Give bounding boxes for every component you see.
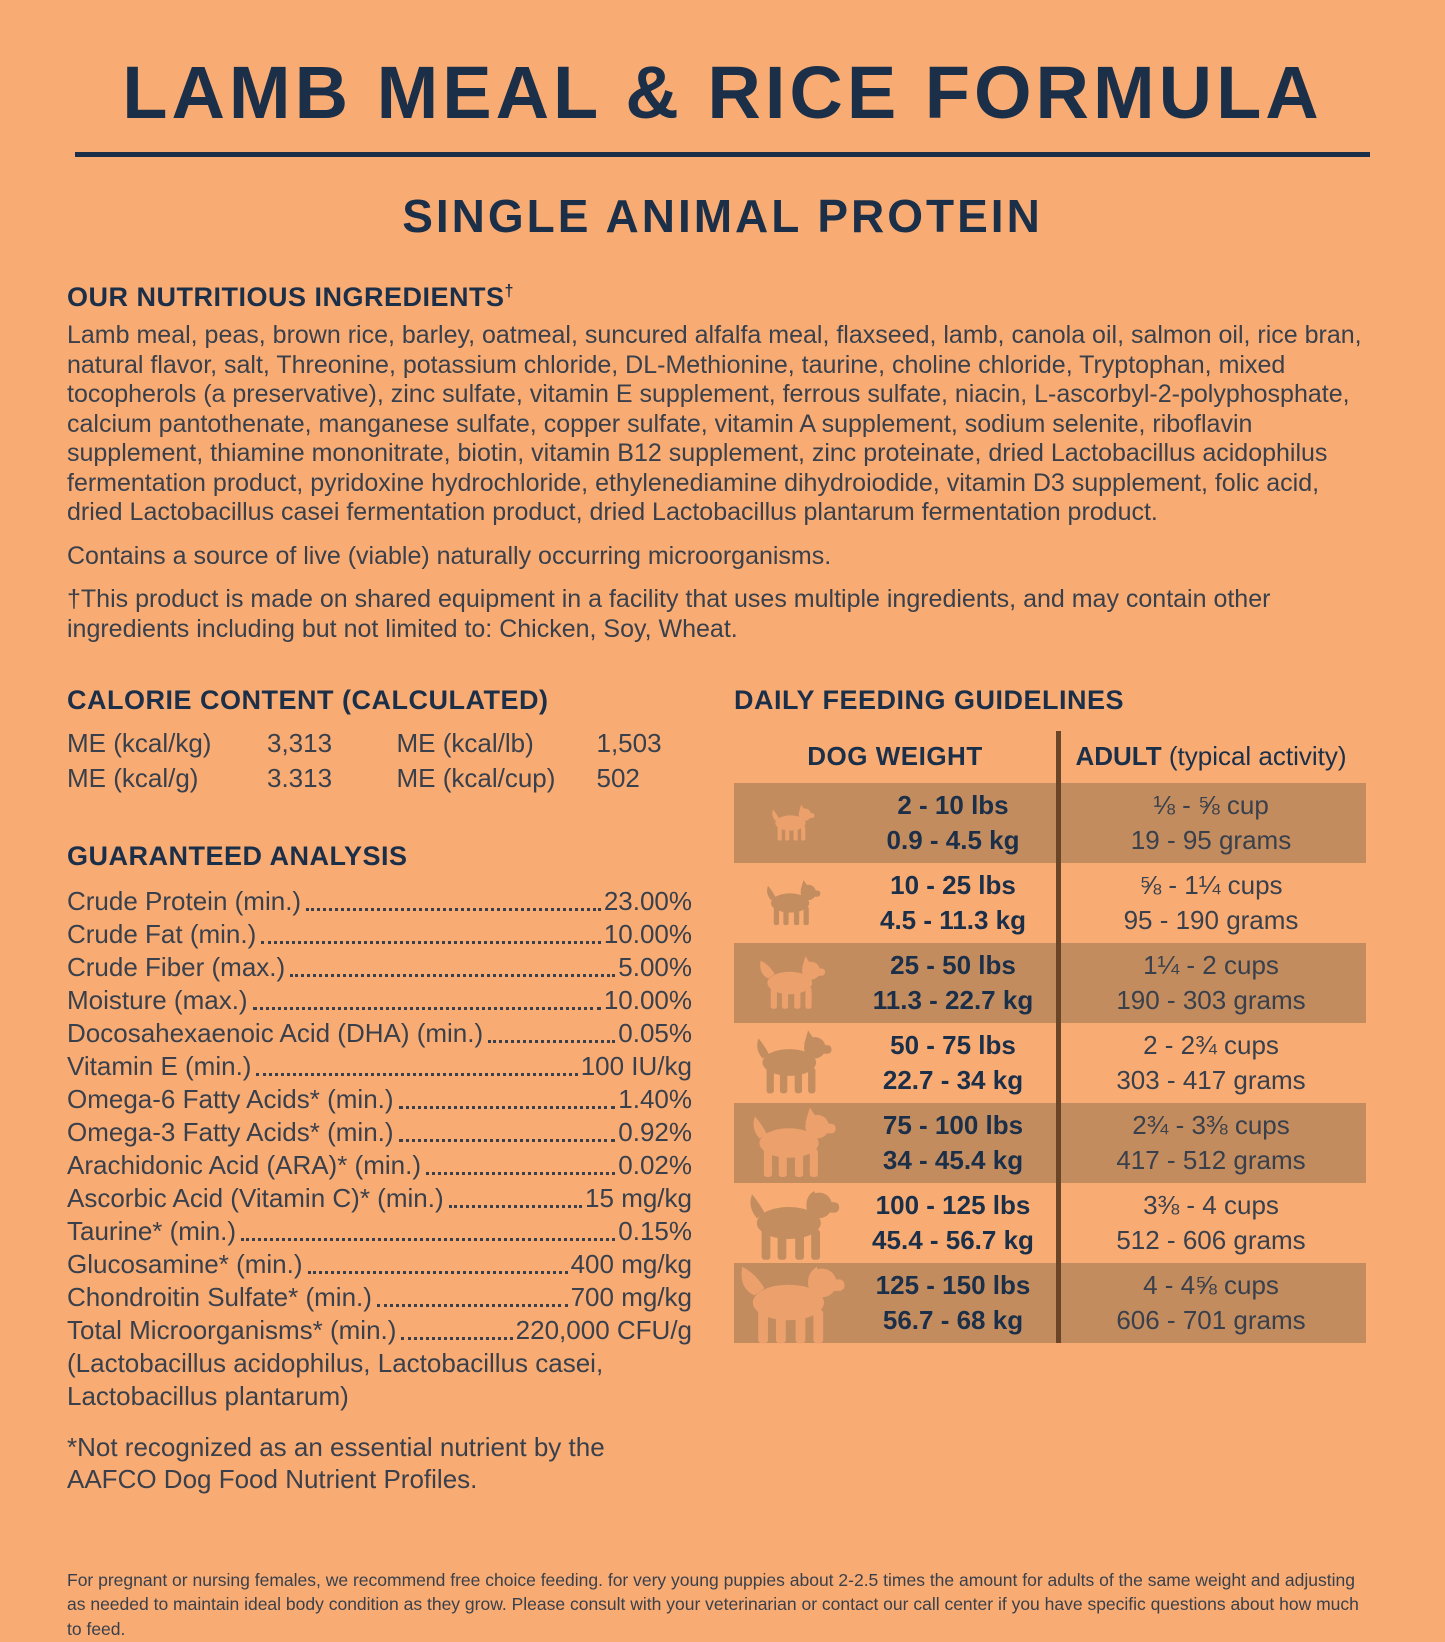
dog-weight-text xyxy=(850,1268,1056,1337)
dog-weight-lbs: 100 - 125 lbs xyxy=(875,1190,1031,1221)
ga-dotted-leader xyxy=(399,1139,616,1142)
ga-dotted-leader xyxy=(308,1271,568,1274)
dog-weight-text xyxy=(850,1188,1056,1257)
ga-row-label: Chondroitin Sulfate* (min.) xyxy=(67,1281,372,1312)
calorie-grid xyxy=(67,727,692,797)
serving-cups: ⅝ - 1¼ cups xyxy=(1139,870,1283,901)
adult-header-rest: (typical activity) xyxy=(1161,741,1347,772)
ga-row xyxy=(67,1215,692,1248)
calorie-entry-value: 502 xyxy=(596,763,640,794)
dog-weight-lbs: 50 - 75 lbs xyxy=(890,1030,1016,1061)
serving-cell xyxy=(1056,1028,1366,1097)
dog-weight-cell xyxy=(734,1103,1056,1183)
serving-cups: 4 - 4⅝ cups xyxy=(1143,1270,1279,1301)
ingredients-heading xyxy=(67,281,1378,313)
feeding-row xyxy=(734,1023,1366,1103)
ga-row-label: Taurine* (min.) xyxy=(67,1215,237,1246)
dog-weight-lbs: 25 - 50 lbs xyxy=(890,950,1016,981)
feeding-row xyxy=(734,1103,1366,1183)
serving-grams: 303 - 417 grams xyxy=(1116,1064,1306,1095)
ga-row-label: Lactobacillus plantarum) xyxy=(67,1380,349,1411)
ga-dotted-leader xyxy=(488,1040,615,1043)
calorie-entry-value: 1,503 xyxy=(596,727,662,758)
ga-row xyxy=(67,1116,692,1149)
dog-icon-chihuahua xyxy=(734,804,850,842)
calorie-entry xyxy=(397,762,693,796)
ga-dotted-leader xyxy=(377,1304,568,1307)
serving-cups: 1¼ - 2 cups xyxy=(1143,950,1279,981)
page-title: LAMB MEAL & RICE FORMULA xyxy=(122,51,1323,134)
calorie-entry-value: 3.313 xyxy=(267,763,333,794)
serving-cell xyxy=(1056,1268,1366,1337)
column-divider xyxy=(1056,731,1061,1343)
ga-row-label: Omega-6 Fatty Acids* (min.) xyxy=(67,1083,394,1114)
ingredients-list-text: Lamb meal, peas, brown rice, barley, oatmeal, suncured alfalfa meal, flaxseed, lamb, canola oil, salmon oil, rice bran, natural flavor, salt, Threonine, potassium chloride, DL-Methionine, taurine, choline chloride, Tryptophan, mixed tocopherols (a preservative), zinc sulfate, vitamin E supplement, ferrous sulfate, niacin, L-ascorbyl-2-polyphosphate, calcium pantothenate, manganese sulfate, copper sulfate, vitamin A supplement, sodium selenite, riboflavin supplement, thiamine mononitrate, biotin, vitamin B12 supplement, zinc proteinate, dried Lactobacillus acidophilus fermentation product, pyridoxine hydrochloride, ethylenediamine dihydroiodide, vitamin D3 supplement, folic acid, dried Lactobacillus casei fermentation product, dried Lactobacillus plantarum fermentation product. xyxy=(67,321,1362,527)
dog-weight-text xyxy=(850,1028,1056,1097)
feeding-table-header xyxy=(734,731,1366,783)
ga-dotted-leader xyxy=(426,1172,615,1175)
dog-weight-cell xyxy=(734,1183,1056,1263)
calorie-entry-value: 3,313 xyxy=(267,727,333,758)
feeding-row xyxy=(734,863,1366,943)
serving-grams: 606 - 701 grams xyxy=(1116,1304,1306,1335)
dog-weight-lbs: 125 - 150 lbs xyxy=(875,1270,1031,1301)
adult-column-header xyxy=(1056,741,1366,772)
serving-cell xyxy=(1056,788,1366,857)
dog-weight-lbs: 2 - 10 lbs xyxy=(897,790,1009,821)
dog-weight-column-header: DOG WEIGHT xyxy=(807,741,983,772)
dog-weight-text xyxy=(850,868,1056,937)
ga-row xyxy=(67,984,692,1017)
ga-row-label: Omega-3 Fatty Acids* (min.) xyxy=(67,1116,394,1147)
ga-dotted-leader xyxy=(306,908,601,911)
dog-icon-pit-bull xyxy=(734,1029,850,1096)
two-column-area xyxy=(67,684,1378,1521)
ga-row-value: 100 IU/kg xyxy=(580,1050,692,1081)
page-subtitle: SINGLE ANIMAL PROTEIN xyxy=(402,189,1043,242)
dog-weight-kg: 45.4 - 56.7 kg xyxy=(872,1224,1034,1255)
ga-row xyxy=(67,885,692,918)
ga-dotted-leader xyxy=(253,1007,601,1010)
dog-weight-lbs: 10 - 25 lbs xyxy=(890,870,1016,901)
ga-row-label: Vitamin E (min.) xyxy=(67,1050,252,1081)
feeding-row xyxy=(734,1263,1366,1343)
feeding-guidelines-table xyxy=(734,731,1366,1343)
dog-weight-kg: 4.5 - 11.3 kg xyxy=(880,904,1026,935)
calorie-entry xyxy=(67,727,363,761)
ga-row xyxy=(67,1149,692,1182)
calorie-entry-label: ME (kcal/g) xyxy=(67,763,199,794)
dog-weight-text xyxy=(850,788,1056,857)
ga-row-value: 0.15% xyxy=(618,1215,692,1246)
calorie-entry xyxy=(397,727,693,761)
ga-row-label: Arachidonic Acid (ARA)* (min.) xyxy=(67,1149,421,1180)
ga-row-value: 10.00% xyxy=(603,984,692,1015)
calorie-entry-label: ME (kcal/lb) xyxy=(396,727,534,758)
serving-cups: 3⅜ - 4 cups xyxy=(1143,1190,1279,1221)
ga-row xyxy=(67,1017,692,1050)
dog-weight-lbs: 75 - 100 lbs xyxy=(882,1110,1024,1141)
guaranteed-analysis-heading: GUARANTEED ANALYSIS xyxy=(67,841,408,872)
ga-dotted-leader xyxy=(399,1106,616,1109)
ga-row-label: (Lactobacillus acidophilus, Lactobacillus casei, xyxy=(67,1347,604,1378)
ga-row xyxy=(67,1182,692,1215)
calorie-content-heading: CALORIE CONTENT (CALCULATED) xyxy=(67,685,549,716)
ga-row xyxy=(67,1380,692,1413)
feeding-row xyxy=(734,783,1366,863)
feeding-row xyxy=(734,1183,1366,1263)
ga-dotted-leader xyxy=(256,1073,577,1076)
ga-row-value: 0.92% xyxy=(618,1116,692,1147)
dog-weight-text xyxy=(850,948,1056,1017)
calorie-entry-label: ME (kcal/cup) xyxy=(396,763,556,794)
dog-weight-cell xyxy=(734,943,1056,1023)
left-column xyxy=(67,684,692,1521)
ga-row xyxy=(67,918,692,951)
ga-row-value: 10.00% xyxy=(603,918,692,949)
ga-dotted-leader xyxy=(241,1238,615,1241)
ga-dotted-leader xyxy=(401,1337,512,1340)
dog-icon-long-haired-chihuahua xyxy=(734,955,850,1011)
ga-row-label: Total Microorganisms* (min.) xyxy=(67,1314,397,1345)
ga-dotted-leader xyxy=(449,1205,582,1208)
ga-row xyxy=(67,1281,692,1314)
guaranteed-analysis-list xyxy=(67,885,692,1413)
dagger-mark: † xyxy=(504,281,515,300)
ga-row-value: 700 mg/kg xyxy=(570,1281,692,1312)
dog-weight-kg: 11.3 - 22.7 kg xyxy=(872,984,1034,1015)
dog-weight-cell xyxy=(734,1023,1056,1103)
calorie-entry xyxy=(67,762,363,796)
serving-grams: 512 - 606 grams xyxy=(1116,1224,1306,1255)
ga-row-value: 23.00% xyxy=(603,885,692,916)
dog-icon-labrador xyxy=(734,1183,850,1263)
ga-row-value: 0.02% xyxy=(618,1149,692,1180)
ga-row-value: 15 mg/kg xyxy=(585,1182,692,1213)
ga-row-value: 1.40% xyxy=(618,1083,692,1114)
feeding-guidelines-heading: DAILY FEEDING GUIDELINES xyxy=(734,685,1125,716)
serving-grams: 417 - 512 grams xyxy=(1116,1144,1306,1175)
serving-cell xyxy=(1056,1108,1366,1177)
serving-grams: 95 - 190 grams xyxy=(1123,904,1299,935)
ga-row xyxy=(67,1050,692,1083)
ga-row-label: Crude Protein (min.) xyxy=(67,885,302,916)
dog-weight-kg: 22.7 - 34 kg xyxy=(882,1064,1024,1095)
guaranteed-analysis-section xyxy=(67,840,692,1495)
calorie-entry-label: ME (kcal/kg) xyxy=(67,727,212,758)
ga-row-label: Ascorbic Acid (Vitamin C)* (min.) xyxy=(67,1182,444,1213)
ga-row-value: 220,000 CFU/g xyxy=(515,1314,692,1345)
serving-grams: 190 - 303 grams xyxy=(1116,984,1306,1015)
ga-row-value: 0.05% xyxy=(618,1017,692,1048)
serving-cell xyxy=(1056,868,1366,937)
ga-dotted-leader xyxy=(290,974,615,977)
aafco-footnote: *Not recognized as an essential nutrient by the AAFCO Dog Food Nutrient Profiles. xyxy=(67,1431,605,1495)
right-column xyxy=(734,684,1378,1521)
ga-row-label: Crude Fiber (max.) xyxy=(67,951,286,982)
ga-row xyxy=(67,1083,692,1116)
serving-cell xyxy=(1056,948,1366,1017)
ga-row xyxy=(67,1314,692,1347)
ga-row xyxy=(67,951,692,984)
dog-weight-cell xyxy=(734,783,1056,863)
ga-row-value: 5.00% xyxy=(618,951,692,982)
feeding-advice-note: For pregnant or nursing females, we recommend free choice feeding. for very young puppies about 2-2.5 times the amount for adults of the same weight and adjusting as needed to maintain ideal body condition as they grow. Please consult with your veterinarian or contact our call center if you have specific questions about how much to feed. xyxy=(67,1569,1359,1640)
dog-weight-cell xyxy=(734,1263,1056,1343)
serving-grams: 19 - 95 grams xyxy=(1130,824,1292,855)
ingredients-section xyxy=(67,281,1378,644)
ga-row-value: 400 mg/kg xyxy=(570,1248,692,1279)
dog-weight-cell xyxy=(734,863,1056,943)
title-divider xyxy=(75,152,1370,157)
ga-row-label: Glucosamine* (min.) xyxy=(67,1248,303,1279)
ga-row-label: Docosahexaenoic Acid (DHA) (min.) xyxy=(67,1017,484,1048)
dog-icon-newfoundland xyxy=(734,1258,850,1347)
dog-weight-kg: 0.9 - 4.5 kg xyxy=(886,824,1020,855)
dog-weight-kg: 34 - 45.4 kg xyxy=(882,1144,1024,1175)
adult-header-bold: ADULT xyxy=(1075,741,1162,772)
serving-cups: ⅛ - ⅝ cup xyxy=(1153,790,1269,821)
ga-dotted-leader xyxy=(261,941,601,944)
ga-row-label: Crude Fat (min.) xyxy=(67,918,257,949)
feeding-row xyxy=(734,943,1366,1023)
microorganisms-note: Contains a source of live (viable) naturally occurring microorganisms. xyxy=(67,541,832,570)
dog-icon-great-dane xyxy=(734,1106,850,1180)
serving-cell xyxy=(1056,1188,1366,1257)
dog-icon-french-bulldog xyxy=(734,879,850,927)
dog-weight-text xyxy=(850,1108,1056,1177)
shared-equipment-note: †This product is made on shared equipment in a facility that uses multiple ingredients, and may contain other ingredients including but not limited to: Chicken, Soy, Wheat. xyxy=(67,585,1271,643)
ga-row-label: Moisture (max.) xyxy=(67,984,248,1015)
feeding-table-rows xyxy=(734,783,1366,1343)
serving-cups: 2¾ - 3⅜ cups xyxy=(1132,1110,1290,1141)
ga-row xyxy=(67,1347,692,1380)
ingredients-heading-text: OUR NUTRITIOUS INGREDIENTS xyxy=(67,281,505,312)
serving-cups: 2 - 2¾ cups xyxy=(1143,1030,1279,1061)
ga-row xyxy=(67,1248,692,1281)
dog-weight-kg: 56.7 - 68 kg xyxy=(882,1304,1024,1335)
